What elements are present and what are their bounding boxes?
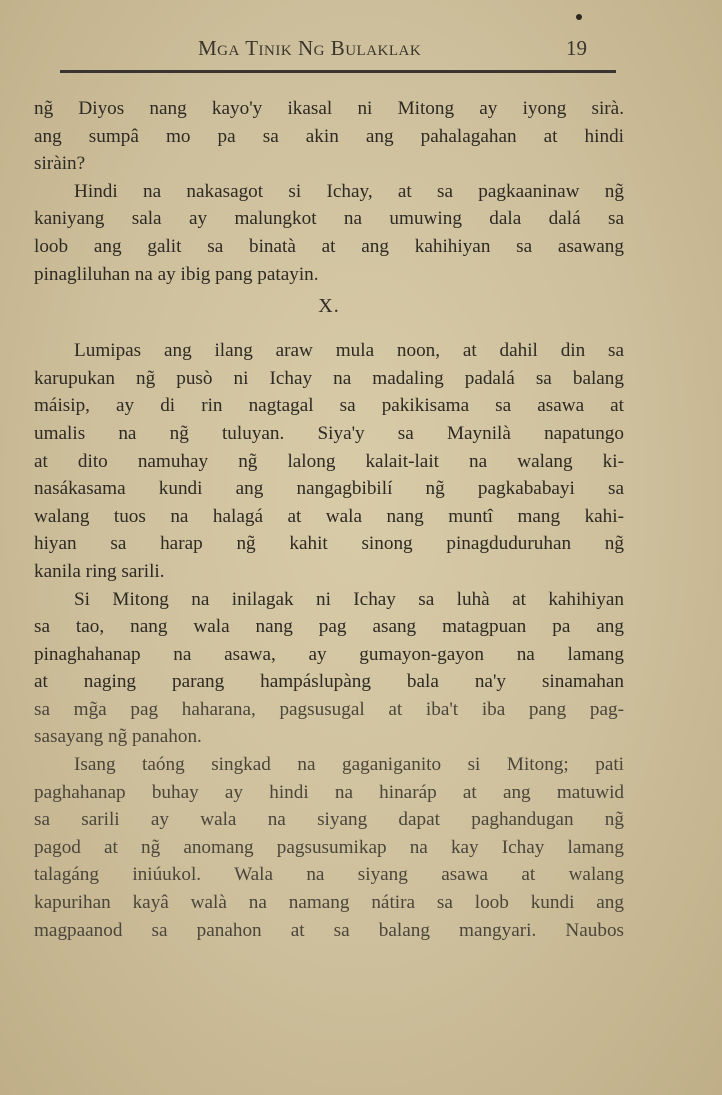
text-line: Si Mitong na inilagak ni Ichay sa luhà at kahihiyan (74, 588, 624, 610)
body-text (34, 95, 624, 944)
text-line: nasákasama kundi ang nangagbibilí ng̃ pagkababayi sa (34, 478, 624, 500)
page-header (60, 36, 620, 66)
text-line: magpaanod sa panahon at sa balang mangyari. Naubos (34, 919, 624, 941)
section-heading: X. (318, 295, 340, 318)
text-line: kapurihan kayâ walà na namang nátira sa loob kundi ang (34, 892, 624, 914)
text-line: pinagliluhan na ay ibig pang patayin. (34, 263, 319, 285)
text-line: siràin? (34, 153, 86, 175)
text-line: talagáng iniúukol. Wala na siyang asawa at walang (34, 864, 624, 886)
text-line: karupukan ng̃ pusò ni Ichay na madaling padalá sa balang (34, 367, 624, 389)
text-line: loob ang galit sa binatà at ang kahihiyan sa asawang (34, 235, 624, 257)
text-line: Hindi na nakasagot si Ichay, at sa pagkaaninaw ng̃ (74, 180, 624, 202)
header-rule (60, 70, 616, 73)
text-line: kanila ring sarili. (34, 560, 165, 582)
text-line: umalis na ng̃ tuluyan. Siya'y sa Maynilà napatungo (34, 422, 624, 444)
running-title: Mga Tinik Ng Bulaklak (198, 36, 422, 60)
text-line: máisip, ay di rin nagtagal sa pakikisama sa asawa at (34, 395, 624, 417)
text-line: sa mg̃a pag haharana, pagsusugal at iba't iba pang pag- (34, 698, 624, 720)
text-line: sa tao, nang wala nang pag asang matagpuan pa ang (34, 616, 624, 638)
text-line: kaniyang sala ay malungkot na umuwing dala dalá sa (34, 208, 624, 230)
ink-dot (576, 14, 582, 20)
text-line: sa sarili ay wala na siyang dapat paghandugan ng̃ (34, 809, 624, 831)
text-line: sasayang ng̃ panahon. (34, 726, 202, 748)
text-line: Isang taóng singkad na gaganiganito si Mitong; pati (74, 754, 624, 776)
text-line: walang tuos na halagá at wala nang muntî mang kahi- (34, 505, 624, 527)
text-line: pinaghahanap na asawa, ay gumayon-gayon na lamang (34, 643, 624, 665)
text-line: pagod at ng̃ anomang pagsusumikap na kay Ichay lamang (34, 836, 624, 858)
text-line: at naging parang hampáslupàng bala na'y sinamahan (34, 671, 624, 693)
text-line: ng̃ Diyos nang kayo'y ikasal ni Mitong ay iyong sirà. (34, 98, 624, 119)
text-line: hiyan sa harap ng̃ kahit sinong pinagduduruhan ng̃ (34, 533, 624, 555)
text-line: Lumipas ang ilang araw mula noon, at dahil din sa (74, 340, 624, 362)
page-number: 19 (566, 36, 587, 60)
text-line: paghahanap buhay ay hindi na hinaráp at ang matuwid (34, 781, 624, 803)
text-line: at dito namuhay ng̃ lalong kalait-lait na walang ki- (34, 450, 624, 472)
text-line: ang sumpâ mo pa sa akin ang pahalagahan at hindi (34, 125, 624, 147)
